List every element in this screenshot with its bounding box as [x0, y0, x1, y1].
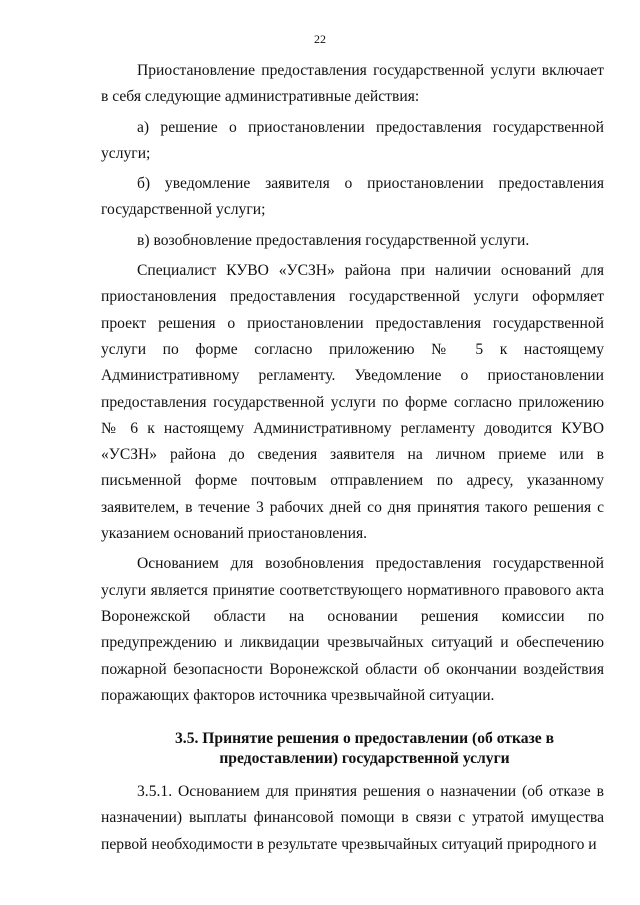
- paragraph-specialist: Специалист КУВО «УСЗН» района при наличии оснований для приостановления предоставления государственной услуги оформляет проект решения о приостановлении предоставления государственной услуги по форме согласно приложению № 5 к настоящему Административному регламенту. Уведомление о приостановлении предоставления государственной услуги по форме согласно приложению № 6 к настоящему Административному регламенту доводится КУВО «УСЗН» района до сведения заявителя на личном приеме или в письменной форме почтовым отправлением по адресу, указанному заявителем, в течение 3 рабочих дней со дня принятия такого решения с указанием оснований приостановления.: [101, 262, 604, 543]
- list-item-c: в) возобновление предоставления государственной услуги.: [137, 231, 530, 249]
- document-body: [101, 58, 604, 862]
- paragraph-resumption: Основанием для возобновления предоставления государственной услуги является принятие соответствующего нормативного правового акта Воронежской области на основании решения комиссии по предупреждению и ликвидации чрезвычайных ситуаций и обеспечению пожарной безопасности Воронежской области об окончании воздействия поражающих факторов источника чрезвычайной ситуации.: [101, 555, 604, 704]
- page-number: 22: [314, 32, 326, 46]
- list-item-a: а) решение о приостановлении предоставления государственной услуги;: [101, 118, 604, 162]
- section-heading-line1: 3.5. Принятие решения о предоставлении (об отказе в: [175, 730, 554, 748]
- section-heading: [101, 729, 604, 769]
- paragraph-suspension-intro: Приостановление предоставления государственной услуги включает в себя следующие административные действия:: [101, 62, 604, 106]
- list-item-b: б) уведомление заявителя о приостановлении предоставления государственной услуги;: [101, 175, 604, 219]
- section-heading-line2: предоставлении) государственной услуги: [219, 750, 510, 768]
- paragraph-3-5-1: 3.5.1. Основанием для принятия решения о назначении (об отказе в назначении) выплаты финансовой помощи в связи с утратой имущества первой необходимости в результате чрезвычайных ситуаций природного и: [101, 783, 604, 853]
